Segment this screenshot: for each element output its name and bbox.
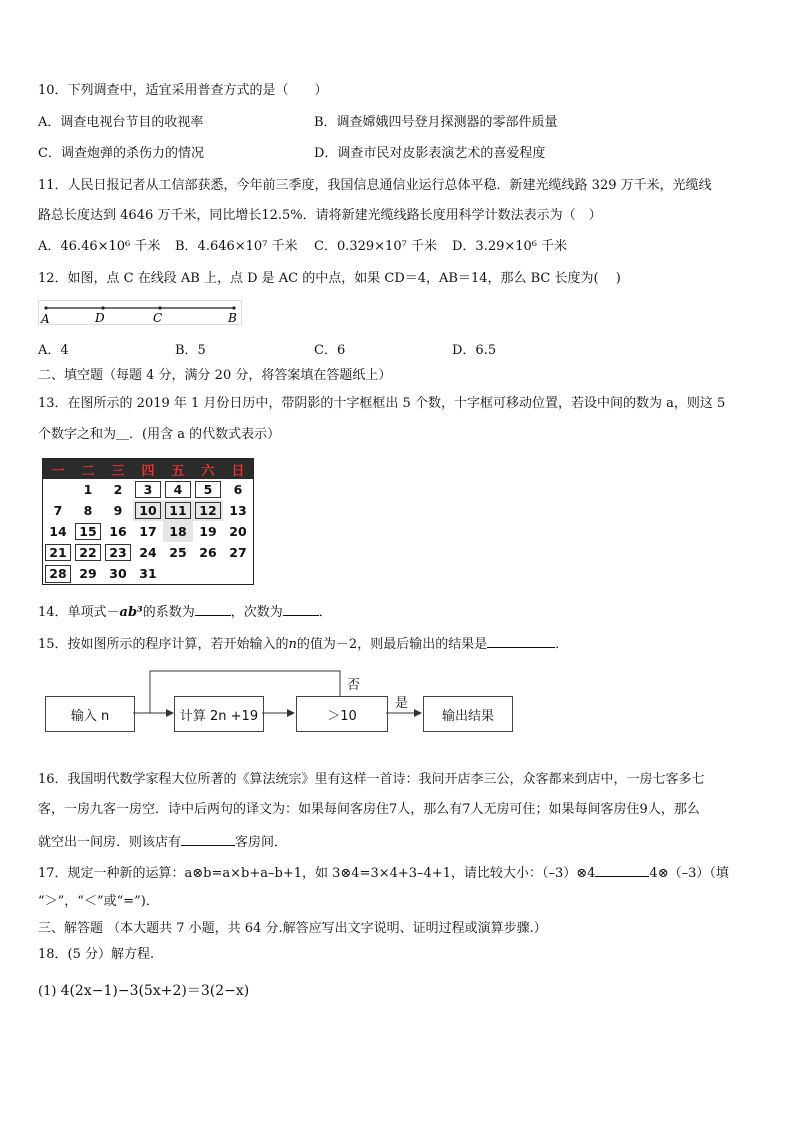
q10-option-d: D．调查市民对皮影表演艺术的喜爱程度 [314, 146, 546, 161]
q11-line2: 路总长度达到 4646 万千米，同比增长12.5%．请将新建光缆线路长度用科学计数法表示为（ ） [38, 208, 602, 223]
q15-line [38, 634, 568, 654]
section-2-heading: 二、填空题（每题 4 分，满分 20 分，将答案填在答题纸上） [38, 368, 392, 383]
calendar-cell: 3 [133, 479, 163, 500]
calendar-row [43, 500, 254, 521]
weekday-fri: 五 [163, 459, 193, 480]
q13-line2: 个数字之和为＿．(用含 a 的代数式表示） [38, 427, 281, 442]
calendar-cell: 12 [193, 500, 223, 521]
q10-option-a: A．调查电视台节目的收视率 [38, 115, 204, 130]
q14-monomial: ab³ [119, 605, 143, 620]
calendar-table [42, 458, 254, 585]
q14-blank-degree[interactable] [283, 602, 319, 616]
weekday-wed: 三 [103, 459, 133, 480]
calendar-cell: 6 [233, 482, 243, 497]
calendar-cell: 1 [83, 482, 93, 497]
q12-option-a: A．4 [38, 343, 69, 358]
weekday-sat: 六 [193, 459, 223, 480]
q11-option-b: B．4.646×10⁷ 千米 [175, 239, 298, 254]
calendar-cell: 31 [139, 566, 157, 581]
calendar-cell: 14 [49, 524, 67, 539]
weekday-mon: 一 [43, 459, 74, 480]
q16-line1: 16．我国明代数学家程大位所著的《算法统宗》里有这样一首诗：我问开店李三公，众客都来到店中，一房七客多七 [38, 772, 705, 787]
q11-line1: 11．人民日报记者从工信部获悉，今年前三季度，我国信息通信业运行总体平稳．新建光缆线路 329 万千米，光缆线 [38, 178, 712, 193]
calendar-cell: 26 [199, 545, 217, 560]
calendar-cell: 28 [43, 563, 74, 585]
flow-no-label: 否 [347, 678, 361, 693]
q10-stem: 10．下列调查中，适宜采用普查方式的是（ ） [38, 83, 328, 98]
point-a-label: A [41, 312, 50, 326]
flow-output-box: 输出结果 [423, 696, 513, 732]
q17-line2: “＞”，“＜”或“=”)． [38, 894, 159, 909]
calendar-cell: 21 [43, 542, 74, 563]
weekday-sun: 日 [223, 459, 254, 480]
calendar-row [43, 521, 254, 542]
q11-option-c: C．0.329×10⁷ 千米 [314, 239, 437, 254]
calendar-cell [193, 563, 223, 585]
q12-option-c: C．6 [314, 343, 346, 358]
weekday-tue: 二 [73, 459, 103, 480]
calendar-row [43, 479, 254, 500]
weekday-thu: 四 [133, 459, 163, 480]
flow-yes-label: 是 [395, 696, 409, 711]
flow-condition-box: ＞10 [296, 696, 388, 732]
q16-line3 [38, 832, 287, 852]
q17-text-a: 17．规定一种新的运算：a⊗b=a×b+a–b+1，如 3⊗4=3×4+3–4+1，请比较大小：（–3）⊗4 [38, 866, 596, 881]
q14-text-b: 的系数为 [142, 605, 195, 620]
point-c-label: C [153, 311, 163, 325]
q10-option-c: C．调查炮弹的杀伤力的情况 [38, 146, 204, 161]
q15-text-b: 的值为－2，则最后输出的结果是 [296, 637, 488, 652]
q17-line1 [38, 863, 729, 883]
q12-option-b: B．5 [175, 343, 206, 358]
q10-option-b: B．调查嫦娥四号登月探测器的零部件质量 [314, 115, 558, 130]
calendar-cell: 9 [113, 503, 123, 518]
calendar-cell: 24 [139, 545, 157, 560]
section-3-heading: 三、解答题 （本大题共 7 小题，共 64 分.解答应写出文字说明、证明过程或演算步骤.） [38, 921, 547, 936]
q16-text-b: 客房间． [235, 835, 288, 850]
calendar-cell: 23 [103, 542, 133, 563]
flow-input-box: 输入 n [45, 696, 135, 732]
q13-line1: 13．在图所示的 2019 年 1 月份日历中，带阴影的十字框框出 5 个数，十字框可移动位置，若设中间的数为 a，则这 5 [38, 396, 726, 411]
point-d-label: D [95, 311, 105, 325]
q18-part1-label: (1) [38, 984, 57, 999]
calendar-cell: 10 [133, 500, 163, 521]
calendar-cell: 11 [163, 500, 193, 521]
point-b-label: B [228, 311, 237, 325]
q15-text-a: 15．按如图所示的程序计算，若开始输入的 [38, 637, 289, 652]
calendar-cell: 15 [73, 521, 103, 542]
q18-part1-equation: 4(2x−1)−3(5x+2)＝3(2−x) [60, 983, 250, 999]
q14-text-a: 14．单项式－ [38, 605, 120, 620]
calendar-cell: 5 [193, 479, 223, 500]
q18-part1 [38, 982, 249, 1001]
calendar-cell: 7 [53, 503, 63, 518]
calendar-cell: 17 [139, 524, 157, 539]
q18-stem: 18．(5 分）解方程. [38, 947, 155, 962]
calendar-cell: 18 [163, 521, 193, 542]
calendar-cell: 2 [113, 482, 123, 497]
calendar-cell: 25 [169, 545, 187, 560]
flow-compute-box: 计算 2n +19 [174, 696, 264, 732]
q11-option-d: D．3.29×10⁶ 千米 [452, 239, 568, 254]
calendar-header-row [43, 459, 254, 480]
q17-blank-compare[interactable] [595, 863, 649, 877]
calendar-cell [223, 563, 254, 585]
line-segment-figure [38, 300, 248, 330]
q14-blank-coefficient[interactable] [195, 602, 231, 616]
q11-option-a: A．46.46×10⁶ 千米 [38, 239, 161, 254]
q12-stem: 12．如图，点 C 在线段 AB 上，点 D 是 AC 的中点，如果 CD＝4，AB＝14，那么 BC 长度为( ) [38, 271, 621, 286]
q17-text-b: 4⊗（–3）（填 [649, 866, 729, 881]
calendar-row [43, 563, 254, 585]
q15-text-c: ． [555, 637, 569, 652]
q16-blank-answer[interactable] [181, 832, 235, 846]
q14-text-c: ，次数为 [230, 605, 283, 620]
q16-text-a: 就空出一间房．则该店有 [38, 835, 182, 850]
q12-option-d: D．6.5 [452, 343, 497, 358]
calendar-row [43, 542, 254, 563]
calendar-cell: 27 [229, 545, 247, 560]
q15-blank-answer[interactable] [487, 634, 555, 648]
q16-line2: 客，一房九客一房空．诗中后两句的译文为：如果每间客房住7人，那么有7人无房可住；如果每间客房住9人，那么 [38, 802, 700, 817]
calendar-cell: 8 [83, 503, 93, 518]
calendar-cell: 22 [73, 542, 103, 563]
program-flowchart [40, 668, 540, 740]
calendar-cell: 19 [199, 524, 217, 539]
calendar-cell: 4 [163, 479, 193, 500]
calendar-cell: 20 [229, 524, 247, 539]
q15-variable-n: n [288, 637, 297, 652]
calendar-cell: 13 [229, 503, 247, 518]
calendar-cell [163, 563, 193, 585]
calendar-cell: 16 [109, 524, 127, 539]
q14-text-d: ． [318, 605, 332, 620]
calendar-cell: 29 [79, 566, 97, 581]
calendar-cell [43, 479, 74, 500]
calendar-cell: 30 [109, 566, 127, 581]
q14-line [38, 602, 332, 622]
